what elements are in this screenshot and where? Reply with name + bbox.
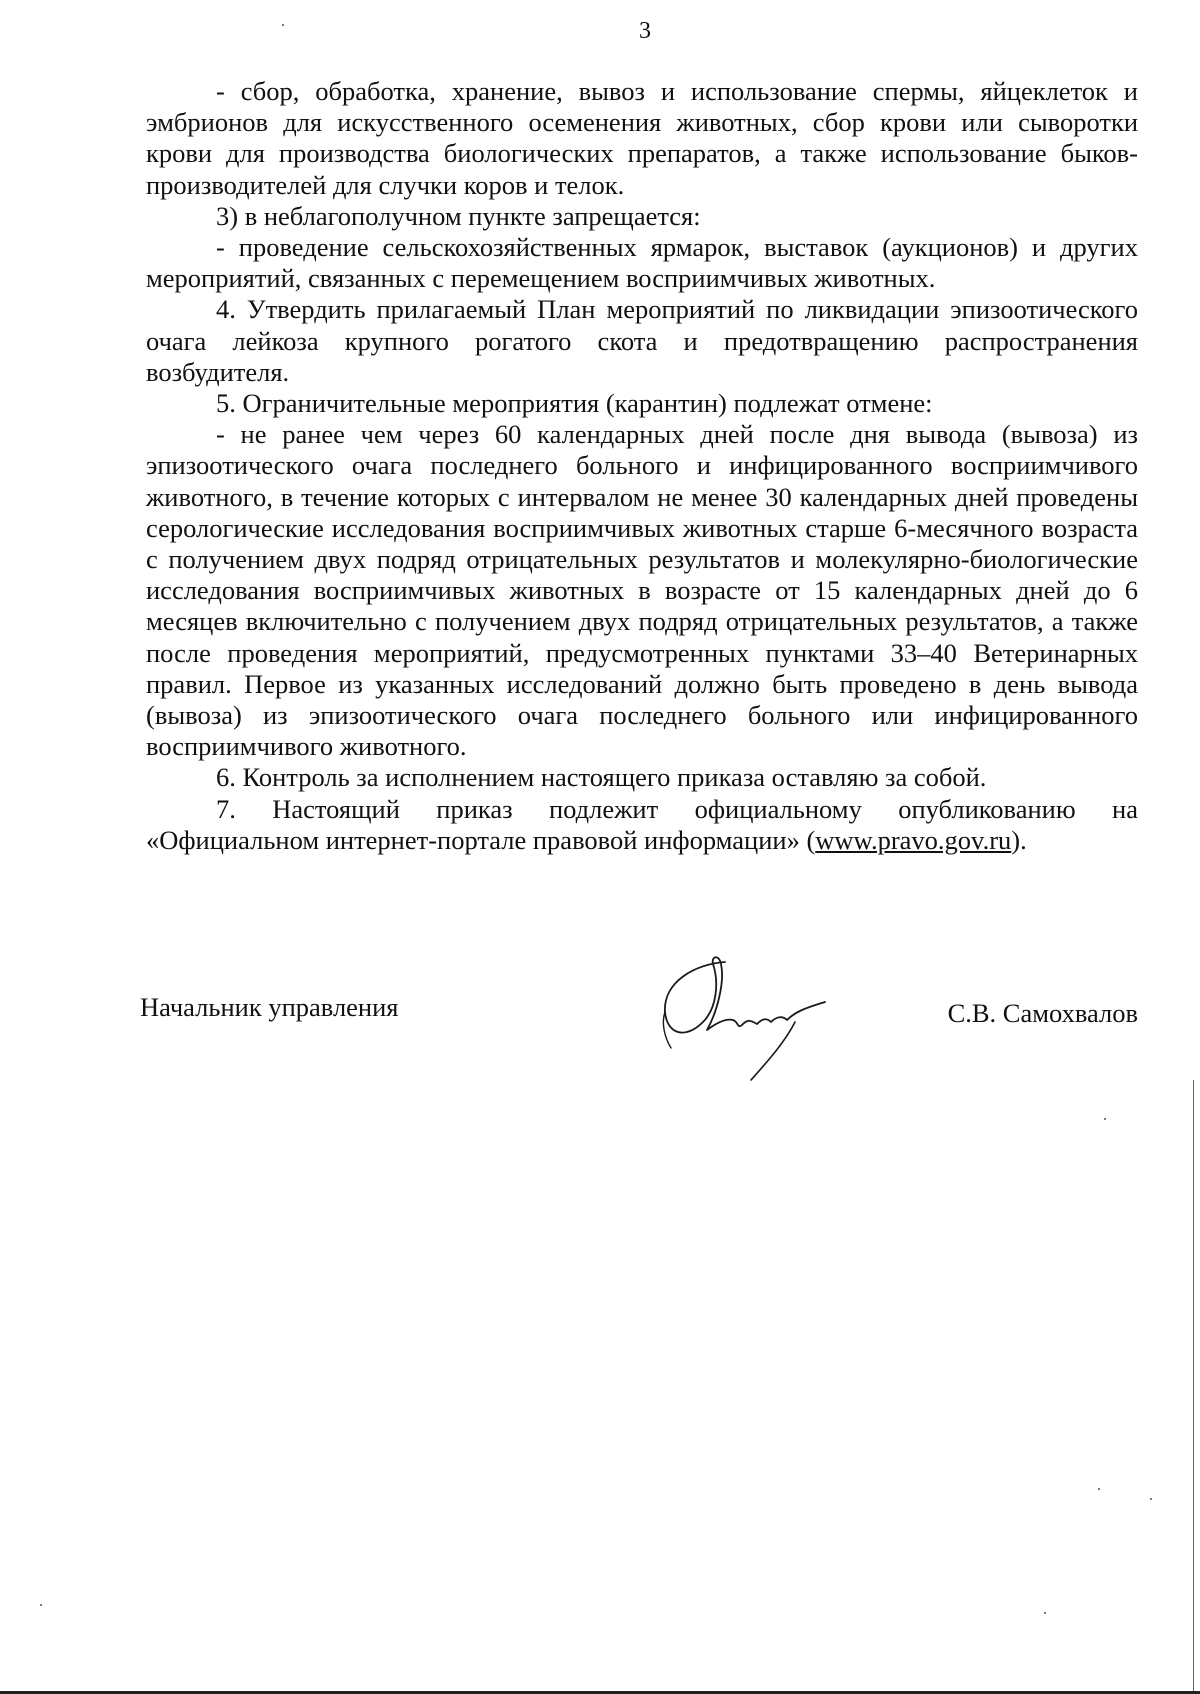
scan-speck [40, 1604, 42, 1606]
scan-edge-right [1193, 1080, 1194, 1694]
document-body [146, 76, 1138, 856]
signer-name: С.В. Самохвалов [947, 998, 1138, 1028]
paragraph-point-4: 4. Утвердить прилагаемый План мероприятий по ликвидации эпизоотического очага лейкоза крупного рогатого скота и предотвращению распространения возбудителя. [146, 294, 1138, 387]
scan-speck [1044, 1612, 1046, 1614]
scan-speck [1098, 1488, 1100, 1490]
paragraph-point-5-heading: 5. Ограничительные мероприятия (карантин) подлежат отмене: [216, 388, 933, 419]
paragraph-collection-ban: - сбор, обработка, хранение, вывоз и использование спермы, яйцеклеток и эмбрионов для искусственного осеменения животных, сбор крови или сыворотки крови для производства биологических препаратов, а также использование быков-производителей для случки коров и телок. [146, 76, 1138, 200]
signature-block [140, 960, 1138, 1100]
paragraph-quarantine-conditions: - не ранее чем через 60 календарных дней после дня вывода (вывоза) из эпизоотического очага последнего больного и инфицированного восприимчивого животного, в течение которых с интервалом не менее 30 календарных дней проведены серологические исследования восприимчивых животных старше 6-месячного возраста с получением двух подряд отрицательных результатов и молекулярно-биологические исследования восприимчивых животных в возрасте от 15 календарных дней до 6 месяцев включительно с получением двух подряд отрицательных результатов, а также после проведения мероприятий, предусмотренных пунктами 33–40 Ветеринарных правил. Первое из указанных исследований должно быть проведено в день вывода (вывоза) из эпизоотического очага последнего больного или инфицированного восприимчивого животного. [146, 419, 1138, 762]
paragraph-point-7 [146, 794, 1138, 856]
scan-speck [1150, 1498, 1152, 1500]
pravo-link[interactable]: www.pravo.gov.ru [815, 824, 1012, 855]
scan-speck [282, 24, 284, 26]
paragraph-point-3-heading: 3) в неблагополучном пункте запрещается: [216, 200, 701, 231]
point-7-text: 7. Настоящий приказ подлежит официальному опубликованию на «Официальном интернет-портале правовой информации» ( [146, 793, 1138, 855]
paragraph-fairs-ban: - проведение сельскохозяйственных ярмарок, выставок (аукционов) и других мероприятий, связанных с перемещением восприимчивых животных. [146, 232, 1138, 294]
signer-title: Начальник управления [140, 992, 399, 1022]
scan-speck [1104, 1118, 1106, 1120]
point-7-closing: ). [1011, 824, 1027, 855]
paragraph-point-6: 6. Контроль за исполнением настоящего приказа оставляю за собой. [216, 762, 987, 793]
handwritten-signature [655, 952, 895, 1092]
page-number: 3 [639, 18, 651, 44]
